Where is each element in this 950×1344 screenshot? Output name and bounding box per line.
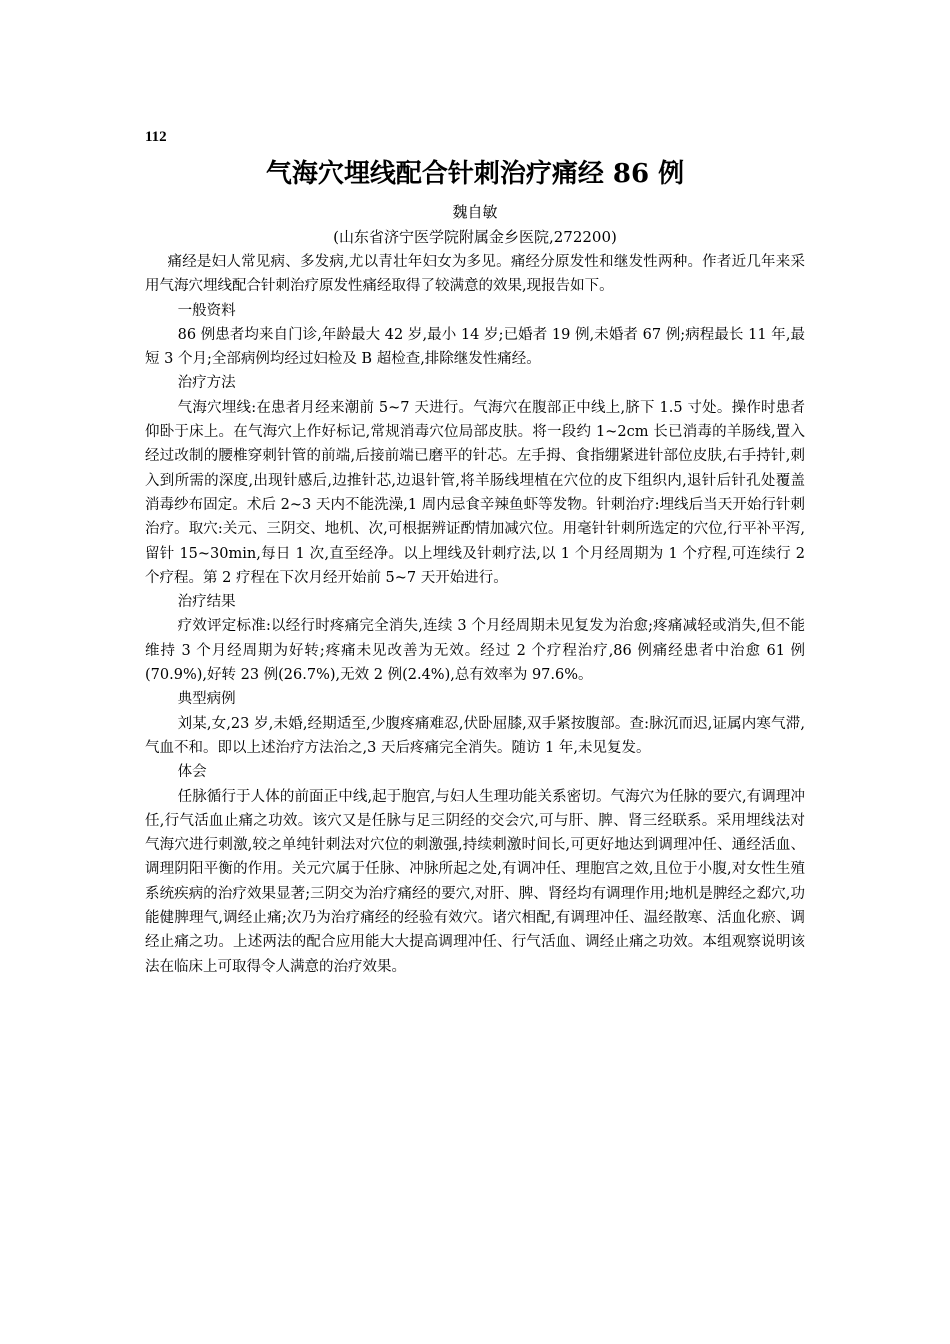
author-affiliation: (山东省济宁医学院附属金乡医院,272200) bbox=[333, 228, 617, 246]
section-heading-method: 治疗方法 bbox=[177, 375, 236, 392]
discussion-paragraph: 任脉循行于人体的前面正中线,起于胞宫,与妇人生理功能关系密切。气海穴为任脉的要穴,有调理冲任,行气活血止痛之功效。该穴又是任脉与足三阴经的交会穴,可与肝、脾、肾三经联系。采用埋线法对气海穴进行刺激,较之单纯针刺法对穴位的刺激强,持续刺激时间长,可更好地达到调理冲任、通经活血、调理阴阳平衡的作用。关元穴属于任脉、冲脉所起之处,有调冲任、理胞宫之效,且位于小腹,对女性生殖系统疾病的治疗效果显著;三阴交为治疗痛经的要穴,对肝、脾、肾经均有调理作用;地机是脾经之郄穴,功能健脾理气,调经止痛;次乃为治疗痛经的经验有效穴。诸穴相配,有调理冲任、温经散寒、活血化瘀、调经止痛之功。上述两法的配合应用能大大提高调理冲任、行气活血、调经止痛之功效。本组观察说明该法在临床上可取得令人满意的治疗效果。 bbox=[145, 788, 805, 975]
author-name: 魏自敏 bbox=[452, 203, 498, 221]
section-heading-general: 一般资料 bbox=[177, 302, 236, 319]
result-paragraph: 疗效评定标准:以经行时疼痛完全消失,连续 3 个月经周期未见复发为治愈;疼痛减轻或消失,但不能维持 3 个月经周期为好转;疼痛未见改善为无效。经过 2 个疗程治疗,86 例痛经患者中治愈 61 例(70.9%),好转 23 例(26.7%),无效 2 例(2.4%),总有效率为 97.6%。 bbox=[145, 618, 805, 684]
method-paragraph: 气海穴埋线:在患者月经来潮前 5~7 天进行。气海穴在腹部正中线上,脐下 1.5 寸处。操作时患者仰卧于床上。在气海穴上作好标记,常规消毒穴位局部皮肤。将一段约 1~2cm 长已消毒的羊肠线,置入经过改制的腰椎穿刺针管的前端,后接前端已磨平的针芯。左手拇、食指绷紧进针部位皮肤,右手持针,刺入到所需的深度,出现针感后,边推针芯,边退针管,将羊肠线埋植在穴位的皮下组织内,退针后针孔处覆盖消毒纱布固定。术后 2~3 天内不能洗澡,1 周内忌食辛辣鱼虾等发物。针刺治疗:埋线后当天开始行针刺治疗。取穴:关元、三阴交、地机、次,可根据辨证酌情加减穴位。用毫针针刺所选定的穴位,行平补平泻,留针 15~30min,每日 1 次,直至经净。以上埋线及针刺疗法,以 1 个月经周期为 1 个疗程,可连续行 2 个疗程。第 2 疗程在下次月经开始前 5~7 天开始进行。 bbox=[145, 399, 805, 586]
section-heading-result: 治疗结果 bbox=[177, 594, 236, 611]
general-paragraph: 86 例患者均来自门诊,年龄最大 42 岁,最小 14 岁;已婚者 19 例,未婚者 67 例;病程最长 11 年,最短 3 个月;全部病例均经过妇检及 B 超检查,排除继发性痛经。 bbox=[145, 326, 805, 368]
section-heading-case: 典型病例 bbox=[177, 691, 236, 708]
intro-paragraph: 痛经是妇人常见病、多发病,尤以青壮年妇女为多见。痛经分原发性和继发性两种。作者近几年来采用气海穴埋线配合针刺治疗原发性痛经取得了较满意的效果,现报告如下。 bbox=[145, 254, 805, 295]
case-paragraph: 刘某,女,23 岁,未婚,经期适至,少腹疼痛难忍,伏卧屈膝,双手紧按腹部。查:脉沉而迟,证属内寒气滞,气血不和。即以上述治疗方法治之,3 天后疼痛完全消失。随访 1 年,未见复发。 bbox=[145, 715, 805, 756]
article-body bbox=[145, 250, 805, 979]
page-number: 112 bbox=[145, 129, 167, 145]
article-title: 气海穴埋线配合针刺治疗痛经 86 例 bbox=[265, 159, 685, 189]
section-heading-discussion: 体会 bbox=[177, 764, 207, 781]
